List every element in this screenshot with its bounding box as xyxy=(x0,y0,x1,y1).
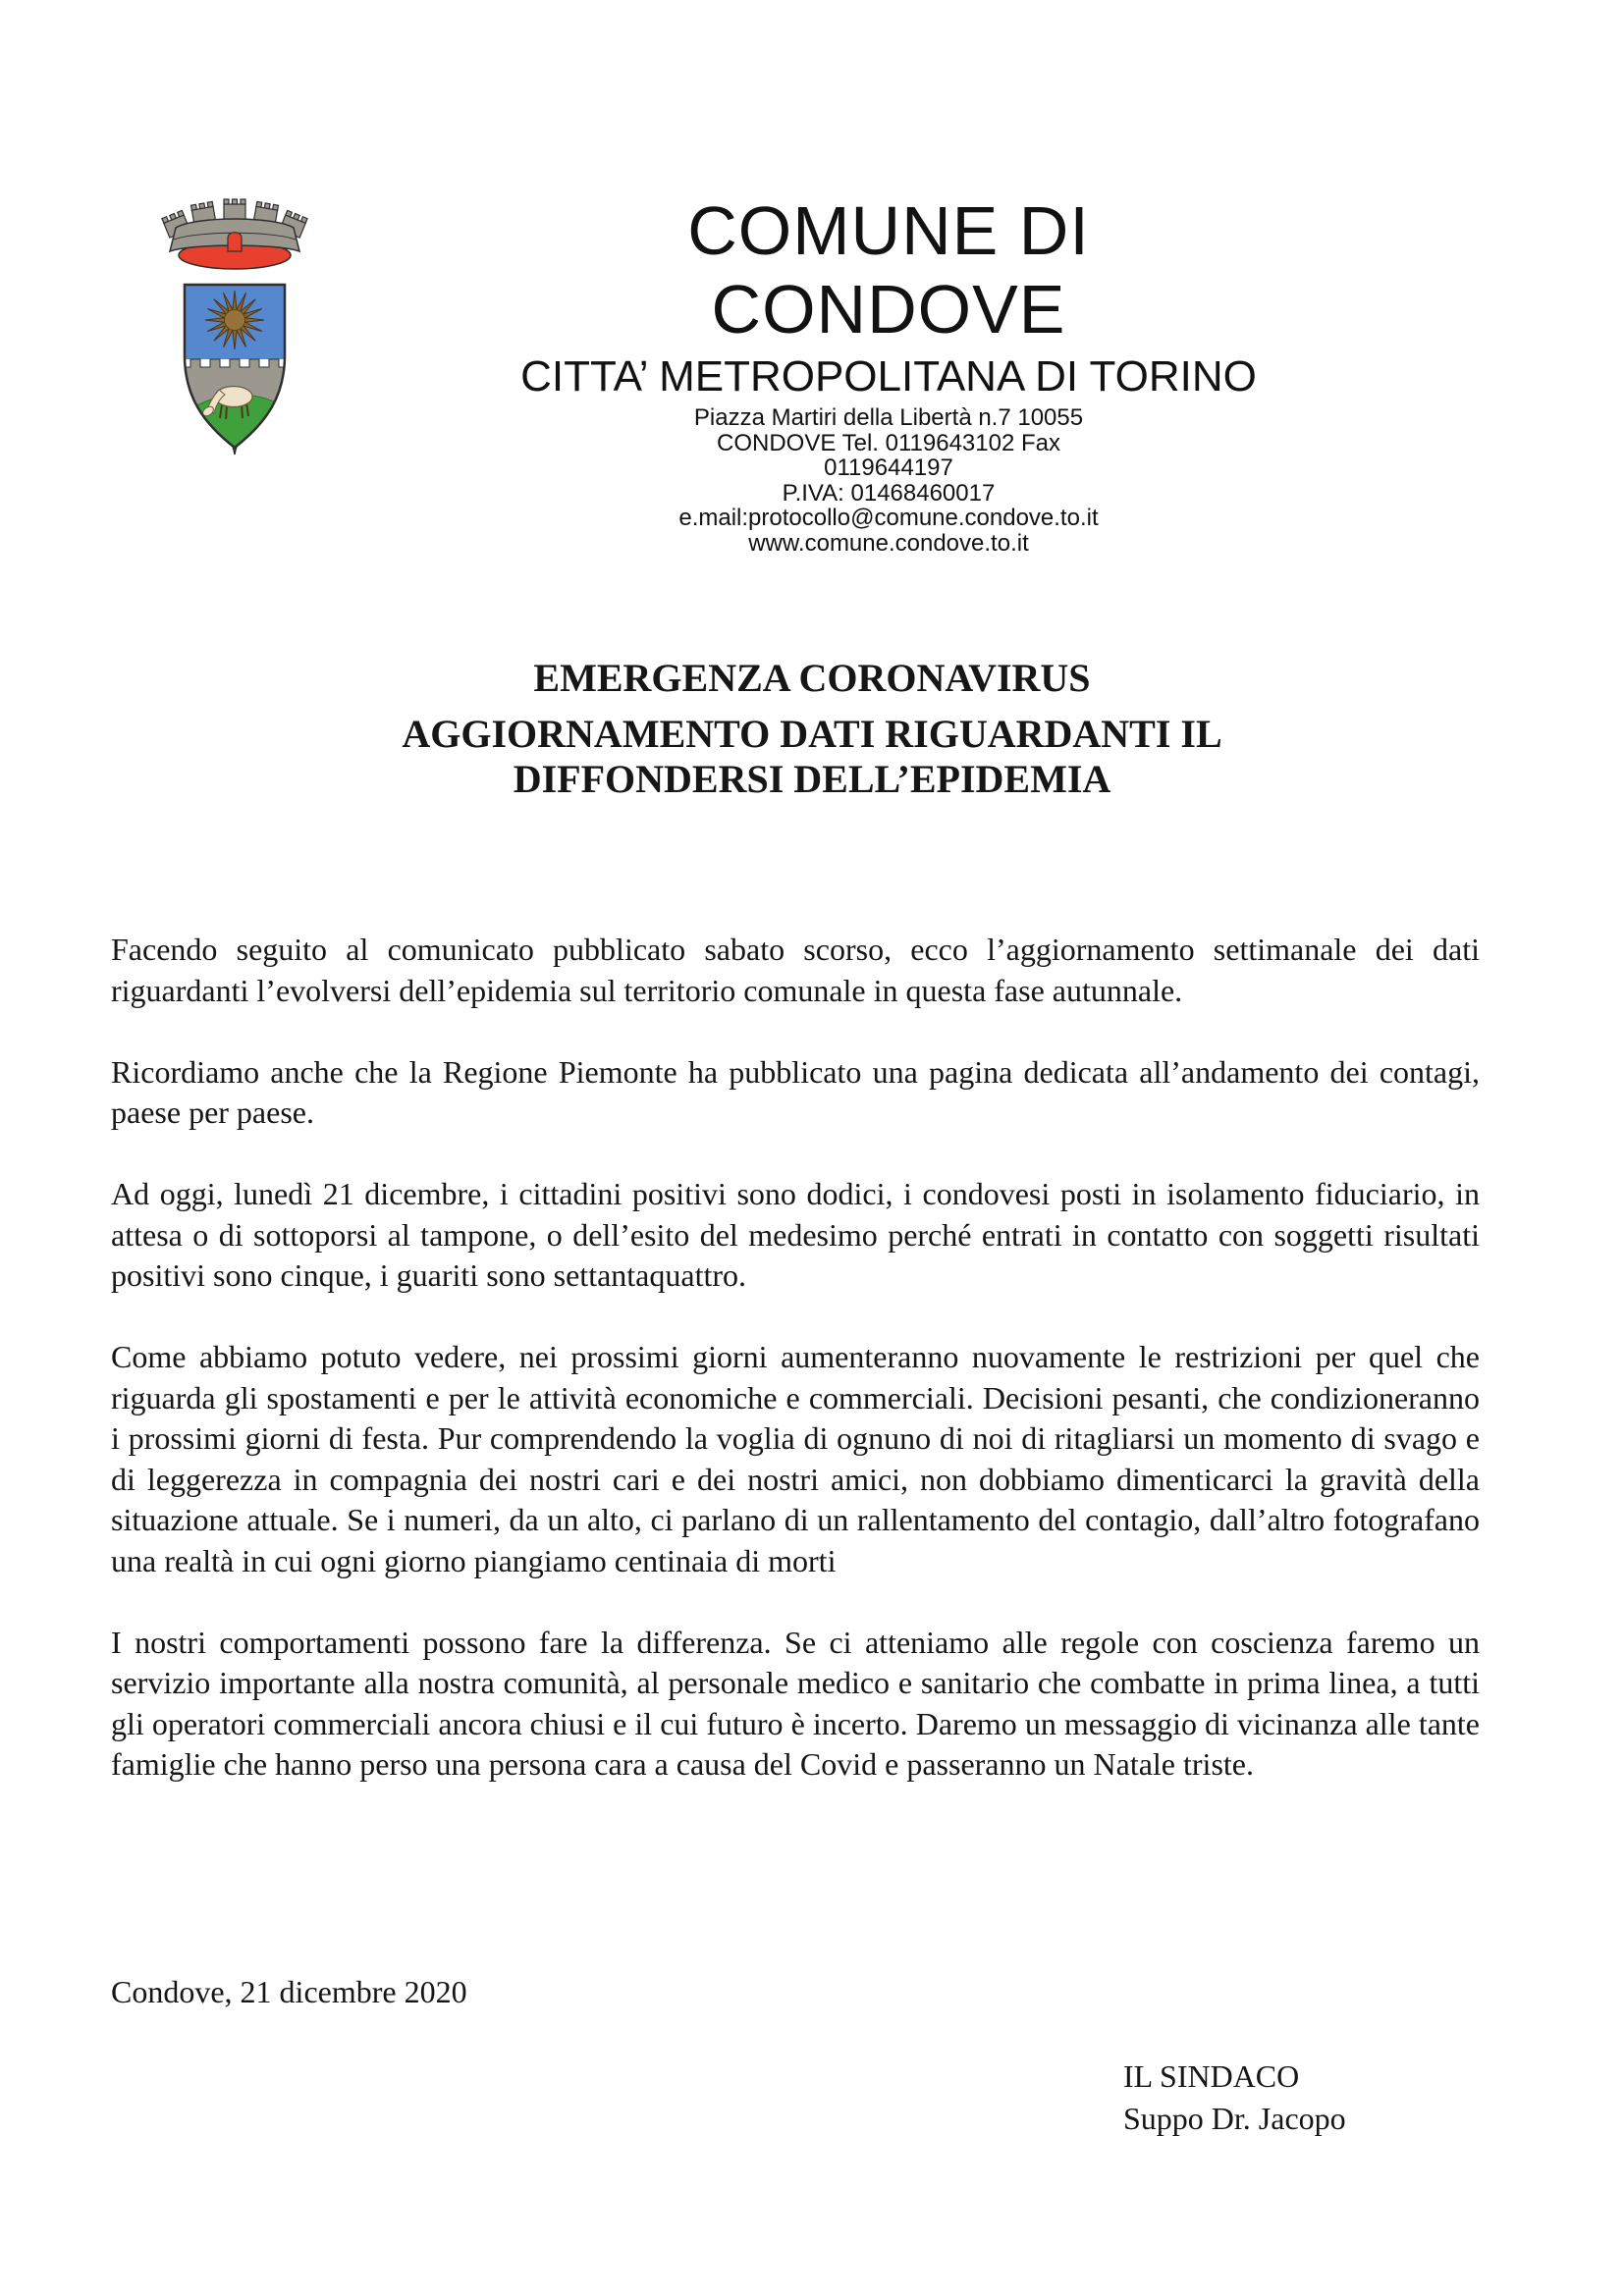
org-contact-block xyxy=(447,405,1330,556)
body-paragraph: Ricordiamo anche che la Regione Piemonte ha pubblicato una pagina dedicata all’andamento dei contagi, paese per paese. xyxy=(111,1053,1480,1130)
address-line: P.IVA: 01468460017 xyxy=(782,479,996,507)
org-subtitle: CITTA’ METROPOLITANA DI TORINO xyxy=(520,352,1257,400)
letterhead xyxy=(447,191,1330,556)
signature-name: Suppo Dr. Jacopo xyxy=(1123,2100,1346,2136)
title-line-2: AGGIORNAMENTO DATI RIGUARDANTI IL xyxy=(402,712,1222,756)
document-title xyxy=(0,656,1624,801)
dateline: Condove, 21 dicembre 2020 xyxy=(111,1974,467,2009)
address-line: Piazza Martiri della Libertà n.7 10055 xyxy=(693,404,1084,431)
body-paragraph: Facendo seguito al comunicato pubblicato sabato scorso, ecco l’aggiornamento settimanale dei dati riguardanti l’evolversi dell’epidemia sul territorio comunale in questa fase autunnale. xyxy=(111,932,1480,1008)
address-line: 0119644197 xyxy=(824,454,953,481)
body-paragraph: I nostri comportamenti possono fare la differenza. Se ci atteniamo alle regole con coscienza faremo un servizio importante alla nostra comunità, al personale medico e sanitario che combatte in prima linea, a tutti gli operatori commerciali ancora chiusi e il cui futuro è incerto. Daremo un messaggio di vicinanza alle tante famiglie che hanno perso una persona cara a causa del Covid e passeranno un Natale triste. xyxy=(111,1624,1480,1782)
email-line: e.mail:protocollo@comune.condove.to.it xyxy=(678,505,1099,531)
crest-shield xyxy=(185,285,285,454)
crest-crown xyxy=(162,199,307,269)
title-line-1: EMERGENZA CORONAVIRUS xyxy=(533,656,1091,700)
website-line: www.comune.condove.to.it xyxy=(748,529,1029,557)
signature-block xyxy=(1123,2056,1346,2139)
org-name-line-1: COMUNE DI xyxy=(687,192,1090,269)
body-paragraph: Come abbiamo potuto vedere, nei prossimi giorni aumenteranno nuovamente le restrizioni per quel che riguarda gli spostamenti e per le attività economiche e commerciali. Decisioni pesanti, che condizioneranno i prossimi giorni di festa. Pur comprendendo la voglia di ognuno di noi di ritagliarsi un momento di svago e di leggerezza in compagnia dei nostri cari e dei nostri amici, non dobbiamo dimenticarci la gravità della situazione attuale. Se i numeri, da un alto, ci parlano di un rallentamento del contagio, dall’altro fotografano una realtà in cui ogni giorno piangiamo centinaia di morti xyxy=(111,1339,1480,1578)
address-line: CONDOVE Tel. 0119643102 Fax xyxy=(717,429,1060,456)
document-body xyxy=(111,930,1480,1826)
signature-role: IL SINDACO xyxy=(1123,2058,1300,2094)
municipal-crest xyxy=(160,194,309,455)
coat-of-arms-icon xyxy=(160,194,309,455)
body-paragraph: Ad oggi, lunedì 21 dicembre, i cittadini positivi sono dodici, i condovesi posti in isolamento fiduciario, in attesa o di sottoporsi al tampone, o dell’esito del medesimo perché entrati in contatto con soggetti risultati positivi sono cinque, i guariti sono settantaquattro. xyxy=(111,1176,1480,1293)
org-name-line-2: CONDOVE xyxy=(711,271,1066,347)
title-line-3: DIFFONDERSI DELL’EPIDEMIA xyxy=(513,756,1111,801)
